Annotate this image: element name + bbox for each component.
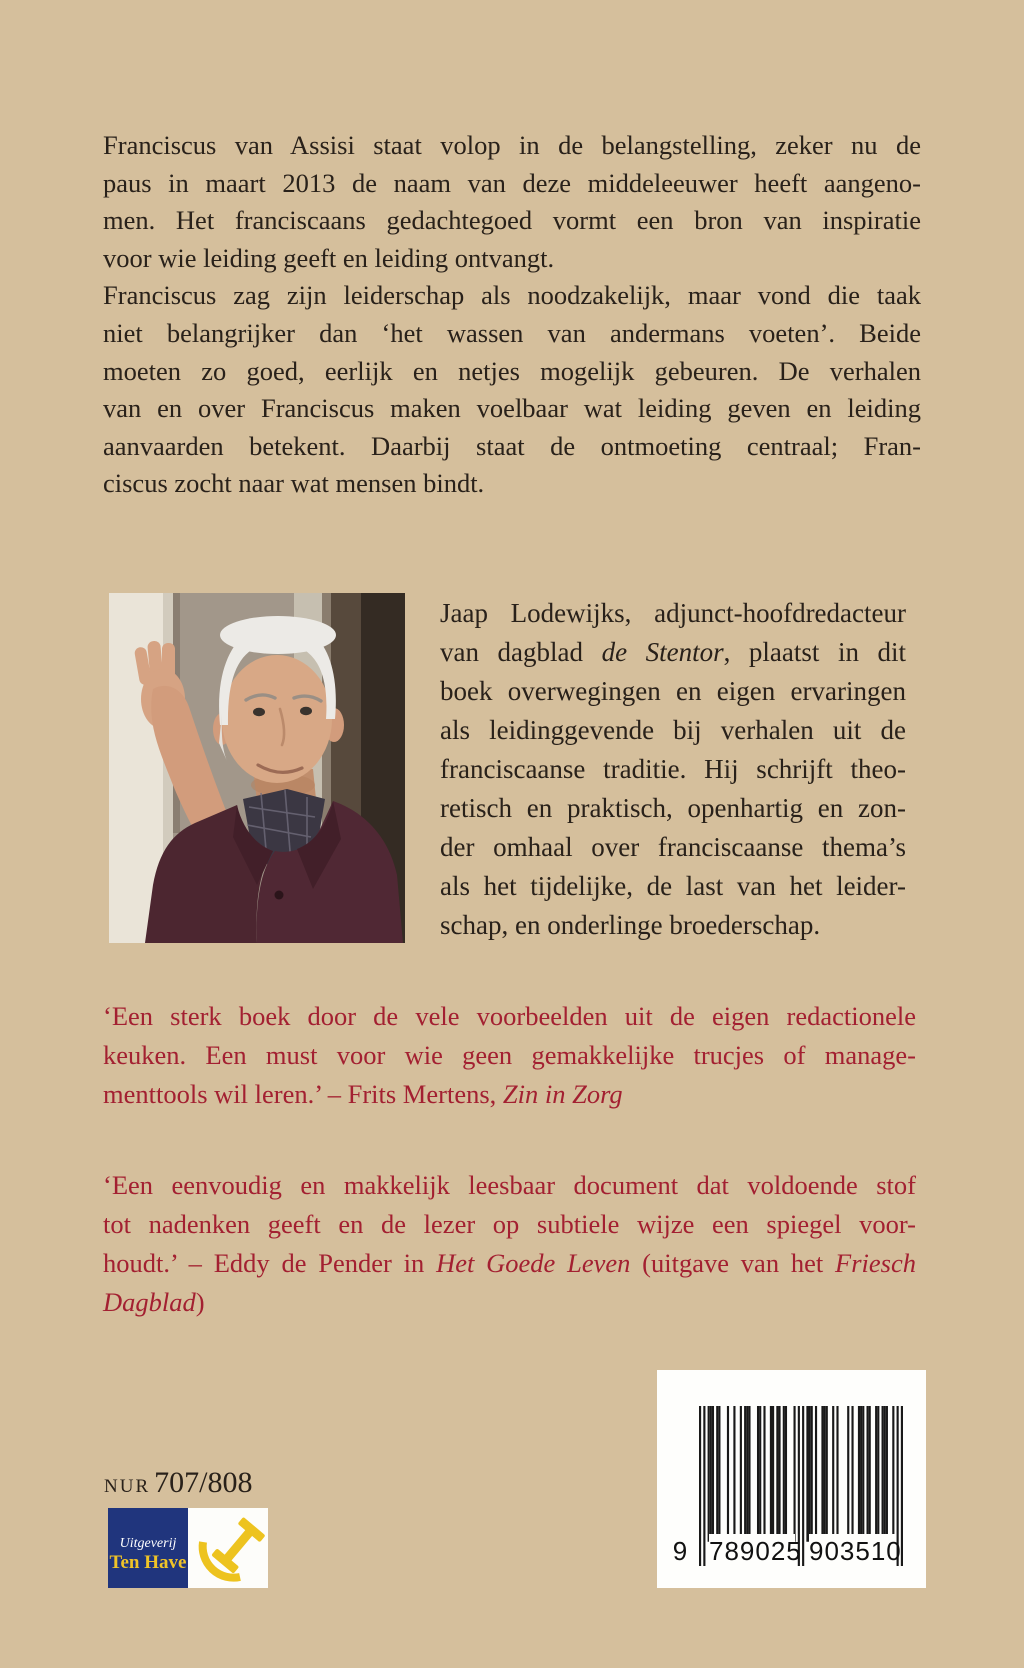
publication-title: Friesch xyxy=(835,1248,916,1278)
bio-line: schap, en onderlinge broederschap. xyxy=(440,910,821,940)
quote-text: ) xyxy=(195,1287,205,1317)
intro-line: Franciscus van Assisi staat volop in de belangstelling, zeker nu de xyxy=(103,130,921,160)
bio-line: Jaap Lodewijks, adjunct-hoofdredacteur xyxy=(440,598,906,628)
quote-attribution: menttools wil leren.’ – Frits Mertens, xyxy=(103,1079,503,1109)
barcode xyxy=(657,1370,926,1588)
bio-line: boek overwegingen en eigen ervaringen xyxy=(440,676,906,706)
bio-text: , plaatst in dit xyxy=(723,637,907,667)
quote-line xyxy=(103,1075,916,1114)
quote-line: ‘Een eenvoudig en makkelijk leesbaar document dat voldoende stof xyxy=(103,1170,916,1200)
quote-line: keuken. Een must voor wie geen gemakkelijke trucjes of manage- xyxy=(103,1040,916,1070)
barcode-digit-group: 789025 xyxy=(709,1536,802,1566)
bio-text: van dagblad xyxy=(440,637,602,667)
quote-line: ‘Een sterk boek door de vele voorbeelden uit de eigen redactionele xyxy=(103,1001,916,1031)
bio-line: der omhaal over franciscaanse thema’s xyxy=(440,832,906,862)
nur-code xyxy=(104,1466,252,1500)
author-bio-text xyxy=(440,594,906,945)
nur-value: 707/808 xyxy=(154,1466,253,1499)
publisher-logo-mark-panel xyxy=(188,1508,268,1588)
intro-line: niet belangrijker dan ‘het wassen van andermans voeten’. Beide xyxy=(103,317,921,348)
barcode-digit-group: 903510 xyxy=(809,1536,902,1566)
publication-title: Het Goede Leven xyxy=(436,1248,631,1278)
barcode-digits xyxy=(657,1534,926,1568)
intro-line: paus in maart 2013 de naam van deze middeleeuwer heeft aangeno- xyxy=(103,167,921,198)
review-quote-2 xyxy=(103,1166,916,1322)
bio-line: franciscaanse traditie. Hij schrijft theo- xyxy=(440,754,906,784)
ten-have-logo-mark-icon xyxy=(188,1508,268,1588)
intro-text xyxy=(103,127,921,503)
bio-line xyxy=(440,633,906,672)
bio-line: als het tijdelijke, de last van het leider- xyxy=(440,871,906,901)
intro-line: men. Het franciscaans gedachtegoed vormt een bron van inspiratie xyxy=(103,205,921,236)
bio-line: als leidinggevende bij verhalen uit de xyxy=(440,715,906,745)
quote-line xyxy=(103,1283,916,1322)
publisher-name-bottom: Ten Have xyxy=(109,1552,187,1573)
author-photo xyxy=(109,593,405,943)
newspaper-title: de Stentor xyxy=(601,637,724,667)
intro-line: voor wie leiding geeft en leiding ontvangt. xyxy=(103,242,555,273)
publisher-name-top: Uitgeverij xyxy=(119,1536,177,1551)
publisher-logo-text-panel xyxy=(108,1508,188,1588)
intro-line: aanvaarden betekent. Daarbij staat de ontmoeting centraal; Fran- xyxy=(103,430,921,461)
intro-line: moeten zo goed, eerlijk en netjes mogelijk gebeuren. De verhalen xyxy=(103,355,921,386)
quote-text: (uitgave van het xyxy=(630,1248,836,1278)
publication-title: Dagblad xyxy=(103,1287,196,1317)
author-photo-illustration xyxy=(109,593,405,943)
quote-attribution: houdt.’ – Eddy de Pender in xyxy=(103,1248,437,1278)
publisher-logo xyxy=(108,1508,268,1588)
quote-line: tot nadenken geeft en de lezer op subtiele wijze een spiegel voor- xyxy=(103,1209,916,1239)
review-quote-1 xyxy=(103,997,916,1114)
publication-title: Zin in Zorg xyxy=(502,1079,623,1109)
intro-line: van en over Franciscus maken voelbaar wat leiding geven en leiding xyxy=(103,393,921,424)
intro-line: ciscus zocht naar wat mensen bindt. xyxy=(103,468,485,499)
intro-line: Franciscus zag zijn leiderschap als noodzakelijk, maar vond die taak xyxy=(103,280,921,311)
barcode-digit-lead: 9 xyxy=(672,1536,688,1566)
nur-label: NUR xyxy=(104,1476,151,1497)
bio-line: retisch en praktisch, openhartig en zon- xyxy=(440,793,906,823)
quote-line xyxy=(103,1244,916,1283)
